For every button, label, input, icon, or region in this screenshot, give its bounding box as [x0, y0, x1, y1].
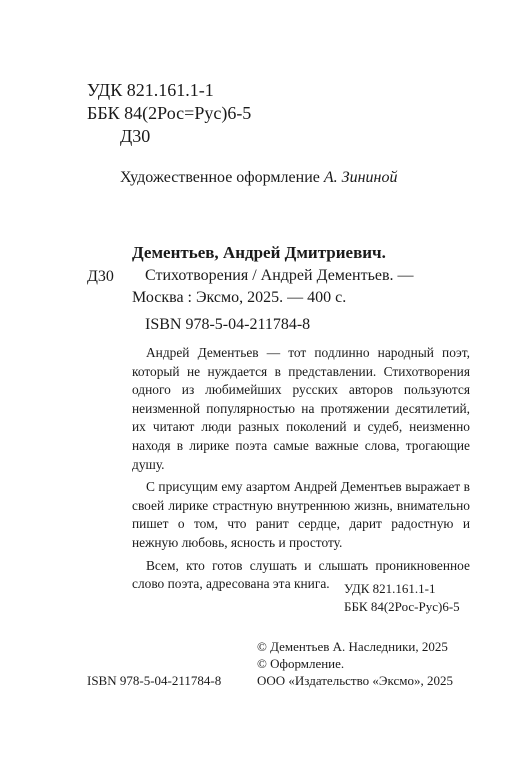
copyright-design: © Оформление. [257, 656, 345, 671]
catalog-author: Дементьев, Андрей Дмитриевич. [132, 243, 386, 262]
design-credit-prefix: Художественное оформление [120, 169, 324, 186]
annotation-paragraph-1: Андрей Дементьев — тот подлинно народный поэт, который не нуждается в представлении. Стихотворения одного из любимейших русских авторов пользуются неизменной популярностью на протяжении десятилетий, их читают люди разных поколений и судеб, неизменно находя в лирике поэта самые важные слова, трогающие душу. [132, 345, 470, 472]
annotation-paragraph-3: Всем, кто готов слушать и слышать проникновенное слово поэта, адресована эта книга. [132, 557, 470, 592]
catalog-isbn: ISBN 978-5-04-211784-8 [145, 316, 311, 333]
bottom-isbn: ISBN 978-5-04-211784-8 [87, 673, 222, 688]
footer-udk: УДК 821.161.1-1 [344, 581, 436, 596]
annotation-paragraph-2: С присущим ему азартом Андрей Дементьев выражает в своей лирике страстную внутреннюю жизнь, внимательно пишет о том, что ранит сердце, дарит радостную и нежную любовь, ясность и простоту. [132, 479, 470, 550]
copyright-heirs: © Дементьев А. Наследники, 2025 [257, 639, 448, 654]
copyright-publisher: ООО «Издательство «Эксмо», 2025 [257, 673, 453, 688]
header-author-code: Д30 [120, 126, 151, 146]
design-credit-artist: А. Зининой [323, 169, 398, 186]
catalog-author-code: Д30 [87, 268, 114, 285]
catalog-publisher-line: Москва : Эксмо, 2025. — 400 с. [132, 289, 347, 306]
header-bbk: ББК 84(2Рос=Рус)6-5 [87, 103, 252, 123]
design-credit [120, 169, 397, 187]
catalog-title-line: Стихотворения / Андрей Дементьев. — [145, 267, 414, 284]
header-udk: УДК 821.161.1-1 [87, 80, 214, 100]
annotation [132, 344, 470, 598]
footer-bbk: ББК 84(2Рос-Рус)6-5 [344, 599, 460, 614]
